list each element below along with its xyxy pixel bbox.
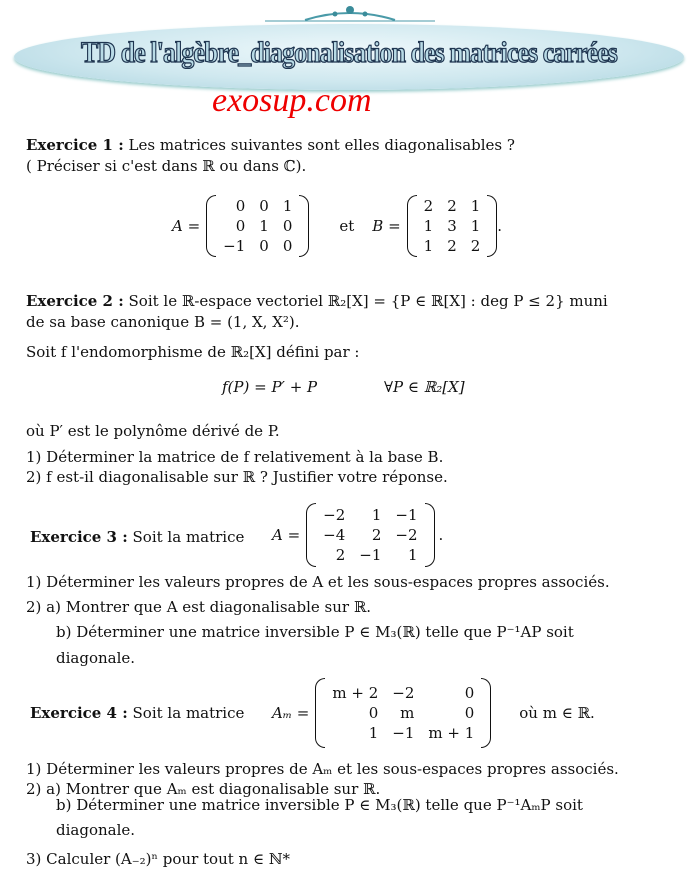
exercise-4-question-2b: b) Déterminer une matrice inversible P ∈ M₃(ℝ) telle que P⁻¹AₘP soit xyxy=(56,796,583,814)
matrix-entry: 2 xyxy=(335,546,346,564)
left-paren xyxy=(407,195,417,257)
matrix-row xyxy=(316,505,424,525)
condition: où m ∈ ℝ. xyxy=(519,704,595,722)
exercise-1-heading xyxy=(26,136,515,154)
left-paren xyxy=(206,195,216,257)
matrix-entry: 0 xyxy=(259,237,269,255)
exercise-4-label: Exercice 4 : xyxy=(30,704,128,722)
matrix-entry: 2 xyxy=(470,237,481,255)
matrix-entry: 2 xyxy=(423,197,434,215)
matrix-entry: 1 xyxy=(368,724,379,742)
matrix-entries xyxy=(417,196,488,256)
matrix-entry: m + 1 xyxy=(428,724,475,742)
matrix-entry: 1 xyxy=(282,197,293,215)
ornament-icon xyxy=(265,4,435,22)
matrix-row xyxy=(417,216,488,236)
matrix-row xyxy=(216,196,299,216)
matrix-row xyxy=(325,723,481,743)
matrix-entry: −1 xyxy=(359,546,382,564)
matrix-entry: 0 xyxy=(235,197,246,215)
right-paren xyxy=(487,195,497,257)
exercise-1-label: Exercice 1 : xyxy=(26,136,124,154)
matrix-entry: 1 xyxy=(408,546,418,564)
matrix-entry: 1 xyxy=(470,217,481,235)
matrix-A-ex3 xyxy=(272,503,443,567)
matrix-entry: 2 xyxy=(447,237,457,255)
matrix-row xyxy=(417,236,488,256)
matrix-entry: 0 xyxy=(464,684,475,702)
right-paren xyxy=(299,195,309,257)
matrix-entry: 1 xyxy=(423,217,434,235)
matrix-entry: 0 xyxy=(282,217,293,235)
exercise-2-question-2: 2) f est-il diagonalisable sur ℝ ? Justifier votre réponse. xyxy=(26,468,448,486)
matrix-label: B = xyxy=(372,217,401,235)
right-paren xyxy=(481,678,491,748)
period: . xyxy=(438,526,444,544)
matrix-entry: −2 xyxy=(323,506,346,524)
matrix-row xyxy=(325,683,481,703)
matrix-entries xyxy=(325,683,481,743)
exercise-3-question-2a: 2) a) Montrer que A est diagonalisable sur ℝ. xyxy=(26,598,372,616)
quantifier: ∀P ∈ ℝ₂[X] xyxy=(384,378,465,396)
matrix-A-ex1 xyxy=(172,195,502,257)
matrix-label: A = xyxy=(272,526,301,544)
exercise-2-text: Soit le ℝ-espace vectoriel ℝ₂[X] = {P ∈ ℝ[X] : deg P ≤ 2} muni xyxy=(128,292,608,310)
exercise-2-heading xyxy=(26,292,608,310)
matrix-row xyxy=(325,703,481,723)
exercise-2-question-1: 1) Déterminer la matrice de f relativement à la base B. xyxy=(26,448,444,466)
matrix-entry: m + 2 xyxy=(332,684,379,702)
period: . xyxy=(497,217,503,235)
matrix-entry: −4 xyxy=(323,526,346,544)
exercise-3-question-1: 1) Déterminer les valeurs propres de A et les sous-espaces propres associés. xyxy=(26,573,610,591)
matrix-entry: 1 xyxy=(423,237,434,255)
matrix-entry: m xyxy=(400,704,415,722)
matrix-row xyxy=(216,216,299,236)
left-paren xyxy=(306,503,316,567)
matrix-entry: −2 xyxy=(395,526,418,544)
exercise-4-heading xyxy=(30,704,244,722)
exercise-3-label: Exercice 3 : xyxy=(30,528,128,546)
matrix-entry: 2 xyxy=(447,197,457,215)
matrix-Am-ex4 xyxy=(272,678,595,748)
matrix-entries xyxy=(216,196,299,256)
matrix-entry: −1 xyxy=(392,724,415,742)
matrix-entry: 2 xyxy=(371,526,382,544)
matrix-entry: 1 xyxy=(259,217,269,235)
matrix-entry: −1 xyxy=(223,237,246,255)
matrix-entry: 0 xyxy=(259,197,269,215)
right-paren xyxy=(425,503,435,567)
matrix-label: A = xyxy=(172,217,201,235)
title-banner xyxy=(14,24,684,90)
exercise-3-question-2b: b) Déterminer une matrice inversible P ∈ M₃(ℝ) telle que P⁻¹AP soit xyxy=(56,623,574,641)
matrix-row xyxy=(316,525,424,545)
page-title: TD de l'algèbre_diagonalisation des matrices carrées xyxy=(81,36,617,69)
matrix-entry: −1 xyxy=(395,506,418,524)
exercise-4-question-2a: 2) a) Montrer que Aₘ est diagonalisable sur ℝ. xyxy=(26,780,381,798)
exercise-4-text: Soit la matrice xyxy=(132,704,245,722)
exercise-1-text: Les matrices suivantes sont elles diagonalisables ? xyxy=(128,136,515,154)
exercise-2-line4: où P′ est le polynôme dérivé de P. xyxy=(26,422,280,440)
matrix-entry: 1 xyxy=(470,197,481,215)
site-watermark: exosup.com xyxy=(212,82,372,119)
connector-text: et xyxy=(339,217,355,235)
exercise-1-line2: ( Préciser si c'est dans ℝ ou dans ℂ). xyxy=(26,157,307,175)
exercise-2-line2: de sa base canonique B = (1, X, X²). xyxy=(26,313,300,331)
exercise-3-heading xyxy=(30,528,244,546)
matrix-entry: −2 xyxy=(392,684,415,702)
matrix-entry: 0 xyxy=(464,704,475,722)
exercise-4-question-3: 3) Calculer (A₋₂)ⁿ pour tout n ∈ ℕ* xyxy=(26,850,291,868)
exercise-3-text: Soit la matrice xyxy=(132,528,245,546)
formula: f(P) = P′ + P xyxy=(222,378,318,396)
matrix-label: Aₘ = xyxy=(272,704,310,722)
matrix-entry: 1 xyxy=(371,506,382,524)
matrix-row xyxy=(417,196,488,216)
matrix-entry: 0 xyxy=(368,704,379,722)
matrix-row xyxy=(216,236,299,256)
left-paren xyxy=(315,678,325,748)
exercise-2-label: Exercice 2 : xyxy=(26,292,124,310)
matrix-entry: 3 xyxy=(447,217,457,235)
matrix-entry: 0 xyxy=(235,217,246,235)
matrix-entry: 0 xyxy=(282,237,293,255)
exercise-4-question-1: 1) Déterminer les valeurs propres de Aₘ et les sous-espaces propres associés. xyxy=(26,760,619,778)
matrix-row xyxy=(316,545,424,565)
matrix-entries xyxy=(316,505,424,565)
exercise-2-line3: Soit f l'endomorphisme de ℝ₂[X] défini par : xyxy=(26,343,360,361)
exercise-3-question-2b-cont: diagonale. xyxy=(56,649,136,667)
exercise-4-question-2b-cont: diagonale. xyxy=(56,821,136,839)
